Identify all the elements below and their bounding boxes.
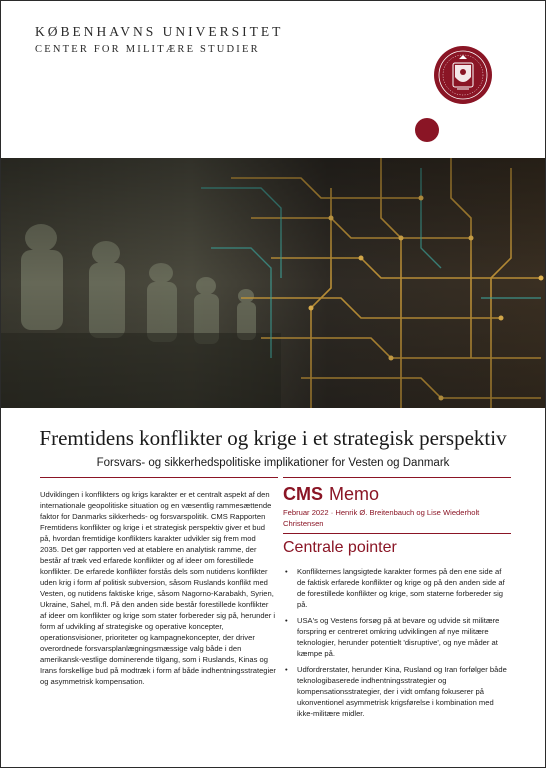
bullet-icon: • [285,567,288,576]
university-name: KØBENHAVNS UNIVERSITET [35,24,284,39]
list-item [283,664,511,719]
body-text: Udviklingen i konflikters og krigs karakter er et centralt aspekt af den internationale geopolitiske situation og en væsentlig rammesættende faktor for Danmarks sikkerheds- og forsvarspolitik. CMS Rapporten Fremtidens konflikter og krige i et strategisk perspektiv giver et bud på, hvordan fremtidige konflikters karakter udvikler sig frem mod 2035. Det gør rapporten ved at etablere en analytisk ramme, der består af træk ved erfarede konflikter og af ideer om forestillede konflikter. De erfarede konflikter forstås dels som nutidens konflikter uden krig i form af politisk subversion, såsom Ruslands konflikt med Vesten, og nutidens faktiske krige, såsom Nagorno-Karabakh, Syrien, Ukraine, Sahel, m.fl. På den anden side består forestillede konflikter af ideer om konflikter og krige som stater forbereder sig på, herunder i form af udvikling af strategiske og operative koncepter, operationsvisioner, prioriteter og kampagnekoncepter, der driver overordnede forsvarsplanlægningsmæssige valg både i den amerikansk-vestlige dominerende tilgang, som i Ruslands, Kinas og Irans forskellige bud på modtræk i form af både indhentningsstrategier og asymmetrisk kompensation. [40,490,276,686]
list-item-text: USA's og Vestens forsøg på at bevare og udvide sit militære forspring er centreret omkring udviklingen af nye militære teknologier, herunder potentielt 'disruptive', og nye måder at kæmpe på. [297,616,500,658]
document-subtitle: Forsvars- og sikkerhedspolitiske implikationer for Vesten og Danmark [96,457,450,469]
key-points-list [283,566,511,724]
memo-heading [283,484,379,505]
list-item [283,615,511,659]
divider-right [283,477,511,478]
bullet-icon: • [285,665,288,674]
bullet-icon: • [285,616,288,625]
center-name: CENTER FOR MILITÆRE STUDIER [35,44,260,55]
document-title: Fremtidens konflikter og krige i et strategisk perspektiv [39,426,507,450]
list-item-text: Udfordrerstater, herunder Kina, Rusland og Iran forfølger både teknologibaserede indhentningsstrategier og kompensationsstrategier, der i vidt omfang fokuserer på ukonventionel asymmetrisk krigsførelse i kombination med ikke-militære midler. [297,665,507,718]
divider-mid [283,533,511,534]
memo-meta: Februar 2022 · Henrik Ø. Breitenbauch og Lise Wiederholt Christensen [283,508,480,528]
divider-left [40,477,278,478]
list-item [283,566,511,610]
cover-image [1,158,545,408]
key-points-heading: Centrale pointer [283,539,397,556]
memo-cms-label: CMS [283,484,323,504]
university-seal-icon [433,45,493,105]
list-item-text: Konflikternes langsigtede karakter formes på den ene side af de faktisk erfarede konflikter og krige og på den anden side af de forestillede konflikter og krige, som staterne forbereder sig på. [297,567,505,609]
memo-word-label: Memo [329,484,380,504]
accent-dot [415,118,439,142]
